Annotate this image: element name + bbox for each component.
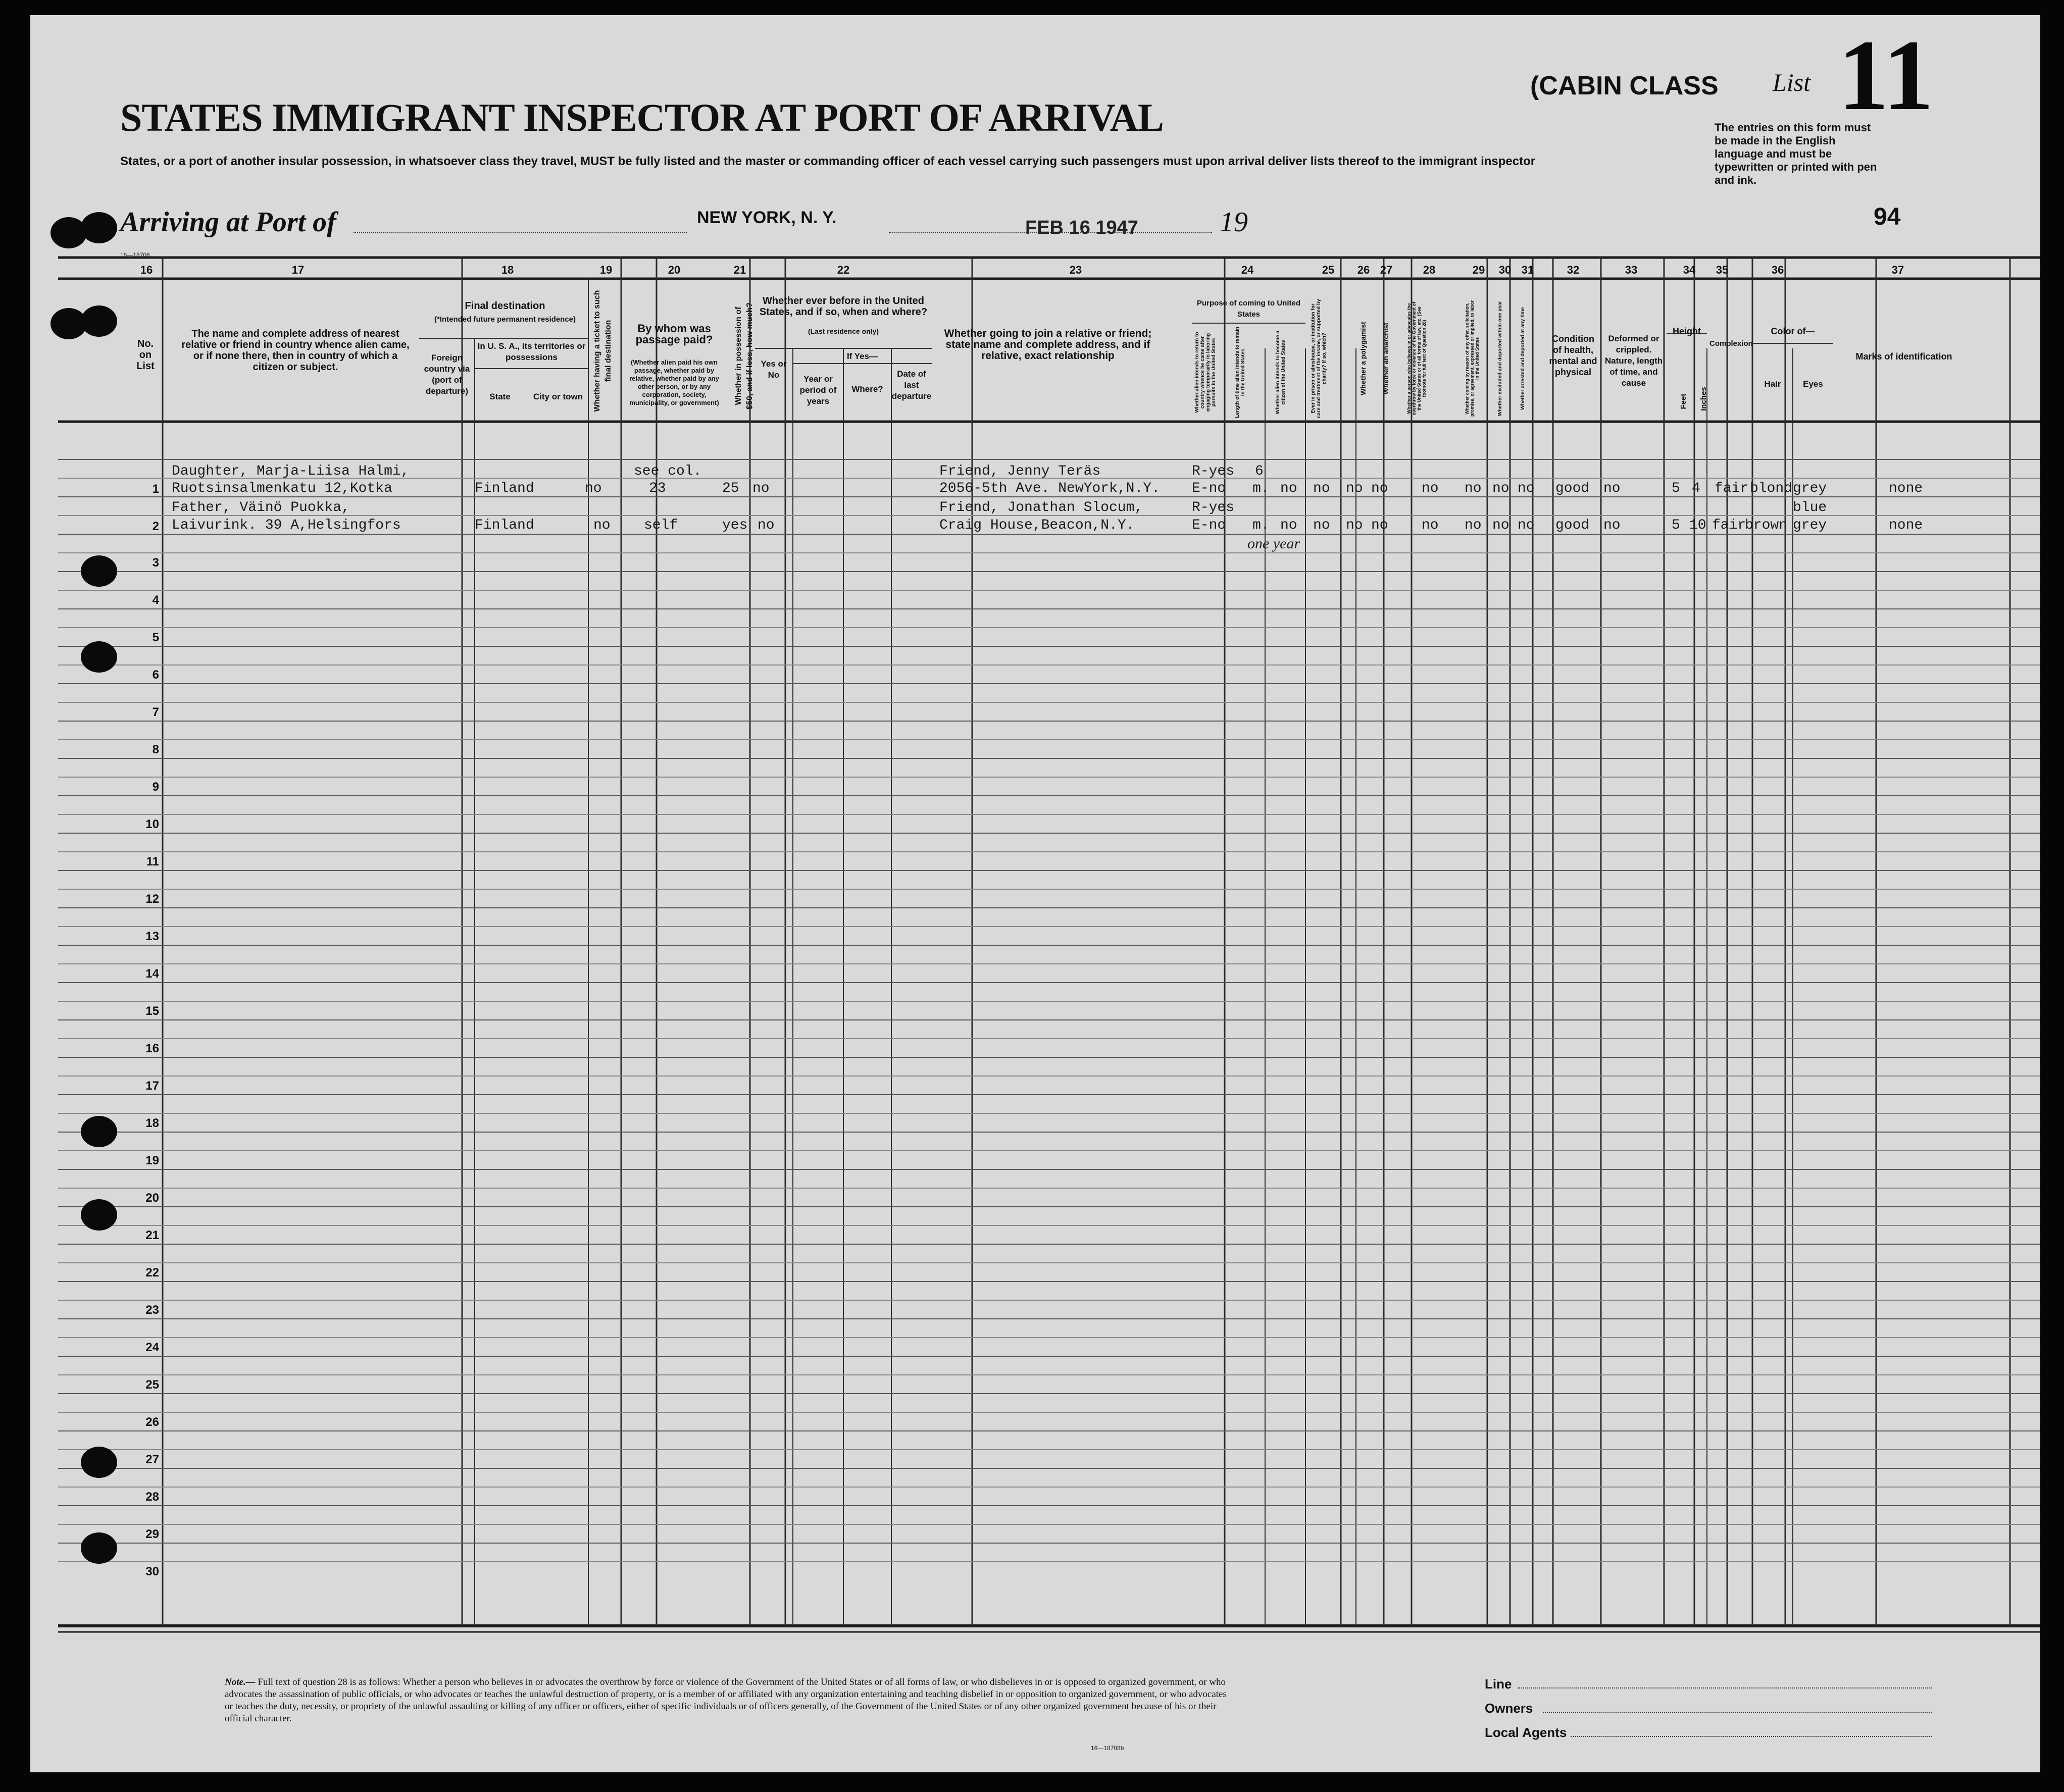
header-complexion: Complexion [1709, 339, 1753, 348]
row-number: 27 [145, 1453, 159, 1466]
row2-polygamist: no [1346, 518, 1363, 533]
list-number: 11 [1838, 20, 1934, 131]
arriving-label: Arriving at Port of [120, 207, 336, 238]
header-deformed: Deformed or crippled. Nature, length of time, and cause [1604, 334, 1663, 388]
colnum-19: 19 [599, 264, 613, 276]
row-number: 3 [152, 556, 159, 570]
header-last-departure: Date of last departure [891, 369, 932, 401]
row1-feet: 5 [1672, 481, 1680, 496]
row1-money: 25 [722, 481, 739, 496]
row2-q28: no [1422, 518, 1439, 533]
header-question-30: Whether excluded and deported within one year [1497, 301, 1503, 416]
punch-hole [81, 305, 117, 337]
grid-lines [30, 15, 2040, 1772]
row2-foreign-country: Finland [475, 518, 534, 533]
row1-relative-line2: Ruotsinsalmenkatu 12,Kotka [172, 481, 392, 496]
footnote-label: Note.— [225, 1677, 256, 1687]
row2-purpose-line2: E-no [1192, 518, 1226, 533]
row-number: 5 [152, 631, 159, 644]
row1-length-line1: 6 [1255, 464, 1264, 479]
header-money: Whether in possession of $50, and if less, how much? [734, 302, 754, 409]
row1-length-line2: m. [1252, 481, 1270, 496]
row-number: 16 [145, 1042, 159, 1055]
header-purpose: Purpose of coming to United States [1197, 299, 1300, 319]
footer-code: 16—18708b [1091, 1745, 1124, 1752]
colnum-16: 16 [140, 264, 153, 276]
header-passage-paid-sub: (Whether alien paid his own passage, whether paid by relative, whether paid by any other person, or by any corporation, society, municipality, or government) [629, 359, 719, 406]
header-if-yes: If Yes— [846, 351, 878, 361]
row-number: 17 [145, 1079, 159, 1093]
row-number: 11 [146, 855, 159, 868]
colnum-34: 34 [1683, 264, 1696, 276]
colnum-21: 21 [733, 264, 746, 276]
row2-deformed: no [1603, 518, 1621, 533]
row2-hair: brown [1745, 518, 1788, 533]
row2-citizen: no [1280, 518, 1297, 533]
owners-dotline [1543, 1712, 1932, 1713]
row2-join-line2: Craig House,Beacon,N.Y. [939, 518, 1135, 533]
row-number: 24 [145, 1341, 159, 1354]
row1-purpose-line2: E-no [1192, 481, 1226, 496]
row2-relative-line1: Father, Väinö Puokka, [172, 500, 350, 516]
row2-inches: 10 [1689, 518, 1706, 533]
colnum-22: 22 [837, 264, 850, 276]
row1-purpose-line1: R-yes [1192, 464, 1235, 479]
row2-marks: none [1889, 518, 1923, 533]
header-purpose-length: Length of time alien intends to remain in the United States [1235, 327, 1246, 418]
year-prefix: 19 [1220, 207, 1248, 238]
header-height: Height [1673, 326, 1701, 336]
row1-inches: 4 [1692, 481, 1700, 496]
row-number: 10 [145, 817, 159, 831]
row-number: 19 [145, 1154, 159, 1167]
row2-passage-line1: self [644, 518, 678, 533]
row-number: 6 [152, 668, 159, 682]
row1-ticket: no [585, 481, 602, 496]
row2-before-in-us: no [758, 518, 775, 533]
colnum-32: 32 [1567, 264, 1580, 276]
row1-health: good [1555, 481, 1590, 496]
local-agents-label: Local Agents [1485, 1725, 1567, 1740]
row2-q31: no [1518, 518, 1535, 533]
row1-polygamist: no [1346, 481, 1363, 496]
header-marks: Marks of identification [1855, 351, 1952, 362]
header-nearest-relative: The name and complete address of nearest relative or friend in country whence alien came, or if none there, then in country of which a citizen or subject. [181, 328, 410, 373]
header-state: State [489, 392, 511, 401]
form-title: STATES IMMIGRANT INSPECTOR AT PORT OF ARRIVAL [120, 95, 1164, 139]
row2-relative-line2: Laivurink. 39 A,Helsingfors [172, 518, 401, 533]
row-number: 1 [152, 482, 159, 496]
row1-hair: blond [1750, 481, 1793, 496]
row-number: 18 [145, 1116, 159, 1130]
row-number: 26 [145, 1415, 159, 1429]
row1-prison: no [1313, 481, 1330, 496]
header-anarchist: Whether an anarchist [1382, 322, 1390, 395]
colnum-37: 37 [1891, 264, 1904, 276]
row-number: 13 [145, 930, 159, 943]
row-number: 15 [145, 1004, 159, 1018]
page-number: 94 [1874, 203, 1901, 230]
colnum-23: 23 [1069, 264, 1082, 276]
question-28-footnote [225, 1676, 1235, 1725]
header-in-usa: In U. S. A., its territories or possessions [477, 341, 586, 362]
row-number: 2 [152, 520, 159, 533]
header-where: Where? [851, 384, 883, 394]
punch-hole [81, 1199, 117, 1231]
colnum-27: 27 [1380, 264, 1393, 276]
row1-join-line2: 2056-5th Ave. NewYork,N.Y. [939, 481, 1160, 496]
header-question-31: Whether arrested and deported at any time [1520, 307, 1526, 410]
row-number: 12 [145, 892, 159, 906]
header-purpose-return: Whether alien intends to return to country whence he came after engaging temporarily in laboring pursuits in the United States [1194, 332, 1217, 413]
row-number: 30 [145, 1565, 159, 1578]
header-question-28: Whether a person who believes in or advocates the overthrow by force or violence of the Government of the United States or of all forms of law, etc. (See footnote for full text of Question 28) [1406, 301, 1427, 416]
row1-q30: no [1492, 481, 1509, 496]
row2-ticket: no [593, 518, 611, 533]
punch-hole [81, 555, 117, 587]
row-number: 4 [152, 593, 159, 607]
cabin-class-label: (CABIN CLASS [1530, 71, 1719, 100]
colnum-18: 18 [501, 264, 514, 276]
row-number: 28 [145, 1490, 159, 1504]
manifest-sheet [30, 15, 2040, 1772]
row-number: 29 [145, 1527, 159, 1541]
row2-eyes-line2: grey [1793, 518, 1827, 533]
header-eyes: Eyes [1803, 379, 1823, 389]
punch-hole [81, 1447, 117, 1478]
list-label: List [1773, 68, 1811, 96]
row-number: 7 [152, 705, 159, 719]
punch-hole [81, 1116, 117, 1147]
colnum-26: 26 [1357, 264, 1370, 276]
row-number: 22 [145, 1266, 159, 1279]
colnum-20: 20 [668, 264, 681, 276]
colnum-36: 36 [1771, 264, 1784, 276]
colnum-24: 24 [1241, 264, 1254, 276]
row1-eyes: grey [1793, 481, 1827, 496]
row2-purpose-line1: R-yes [1192, 500, 1235, 516]
row-number: 21 [145, 1228, 159, 1242]
header-join-relative: Whether going to join a relative or friend; state name and complete address, and if relative, exact relationship [944, 328, 1152, 362]
entries-note: The entries on this form must be made in the English language and must be typewritten or printed with pen and ink. [1715, 121, 1877, 186]
colnum-35: 35 [1716, 264, 1729, 276]
header-foreign-country: Foreign country via (port of departure) [424, 353, 470, 396]
row2-join-line1: Friend, Jonathan Slocum, [939, 500, 1143, 516]
colnum-33: 33 [1625, 264, 1638, 276]
row1-foreign-country: Finland [475, 481, 534, 496]
row1-deformed: no [1603, 481, 1621, 496]
agents-dotline [1571, 1736, 1932, 1737]
row-number: 20 [145, 1191, 159, 1205]
owners-label: Owners [1485, 1701, 1533, 1716]
header-before-in-us: Whether ever before in the United States, and if so, when and where? [759, 295, 928, 318]
row1-complexion: fair [1715, 481, 1749, 496]
row-number: 14 [145, 967, 159, 981]
row2-prison: no [1313, 518, 1330, 533]
row2-eyes-line1: blue [1793, 500, 1827, 516]
line-dotline [1518, 1687, 1932, 1688]
form-code: 16—18708 [120, 251, 150, 259]
row2-complexion: fair [1712, 518, 1746, 533]
row2-health: good [1555, 518, 1590, 533]
row-number: 9 [152, 780, 159, 794]
header-prison: Ever in prison or almshouse, or institution for care and treatment of the insane, or supported by charity? If so, which? [1311, 299, 1327, 418]
header-yes-no: Yes or No [761, 359, 787, 380]
row1-q29: no [1465, 481, 1482, 496]
row2-handwritten-note: one year [1247, 535, 1300, 552]
header-period: Year or period of years [799, 374, 837, 406]
colnum-25: 25 [1322, 264, 1335, 276]
header-health: Condition of health, mental and physical [1549, 334, 1597, 377]
colnum-31: 31 [1521, 264, 1534, 276]
header-color-of: Color of— [1771, 326, 1815, 336]
header-city: City or town [533, 392, 583, 401]
row1-relative-line1: Daughter, Marja-Liisa Halmi, [172, 464, 410, 479]
row1-q31: no [1518, 481, 1535, 496]
row2-money: yes [722, 518, 748, 533]
header-feet: Feet [1679, 393, 1688, 409]
form-subtitle: States, or a port of another insular possession, in whatsoever class they travel, MUST be fully listed and the master or commanding officer of each vessel carrying such passengers must upon arrival deliver lists thereof to the immigrant inspector [120, 155, 1536, 168]
row2-anarchist: no [1371, 518, 1388, 533]
row1-q28: no [1422, 481, 1439, 496]
punch-hole [81, 212, 117, 243]
row1-anarchist: no [1371, 481, 1388, 496]
header-inches: Inches [1699, 387, 1708, 411]
colnum-29: 29 [1472, 264, 1485, 276]
row1-citizen: no [1280, 481, 1297, 496]
row1-passage-line2: 23 [649, 481, 666, 496]
header-final-destination-sub: (*Intended future permanent residence) [434, 315, 576, 324]
row-number: 23 [145, 1303, 159, 1317]
row2-q29: no [1465, 518, 1482, 533]
header-ticket: Whether having a ticket to such final destination [593, 290, 613, 412]
row1-passage-line1: see col. [634, 464, 702, 479]
footnote-text: Full text of question 28 is as follows: Whether a person who believes in or advocates the overthrow by force or violence of the Government of the United States or of all forms of law, or who disbelieves in or is opposed to organized government, or who advocates the assassination of public officials, or who advocates or teaches the unlawful destruction of property, or is a member of or affiliated with any organization entertaining and teaching disbelief in or opposition to organized government, or who advocates or teaches the duty, necessity, or propriety of the unlawful assaulting or killing of any officer or officers, either of specific individuals or of officers generally, of the Government of the United States or of any other organized government because of his or their official character. [225, 1677, 1227, 1724]
colnum-28: 28 [1423, 264, 1436, 276]
row1-before-in-us: no [752, 481, 770, 496]
punch-hole [81, 1532, 117, 1564]
header-final-destination: Final destination [465, 300, 545, 312]
row1-join-line1: Friend, Jenny Teräs [939, 464, 1101, 479]
line-label: Line [1485, 1676, 1512, 1692]
header-polygamist: Whether a polygamist [1359, 322, 1367, 395]
header-hair: Hair [1764, 379, 1781, 389]
header-no-on-list: No. on List [136, 338, 155, 372]
header-before-sub: (Last residence only) [808, 327, 879, 335]
row1-marks: none [1889, 481, 1923, 496]
header-question-29: Whether coming by reason of any offer, solicitation, promise, or agreement, expressed or implied, to labor in the United States [1465, 300, 1480, 417]
row2-feet: 5 [1672, 518, 1680, 533]
row-number: 8 [152, 743, 159, 756]
header-purpose-citizen: Whether alien intends to become a citizen of the United States [1275, 330, 1286, 415]
arrival-date: FEB 16 1947 [1025, 217, 1138, 238]
punch-hole [81, 641, 117, 673]
row2-length-line2: m. [1252, 518, 1270, 533]
port-value: NEW YORK, N. Y. [697, 208, 837, 227]
row2-q30: no [1492, 518, 1509, 533]
colnum-17: 17 [291, 264, 305, 276]
header-passage-paid: By whom was passage paid? [635, 322, 713, 346]
colnum-30: 30 [1498, 264, 1512, 276]
row-number: 25 [145, 1378, 159, 1392]
